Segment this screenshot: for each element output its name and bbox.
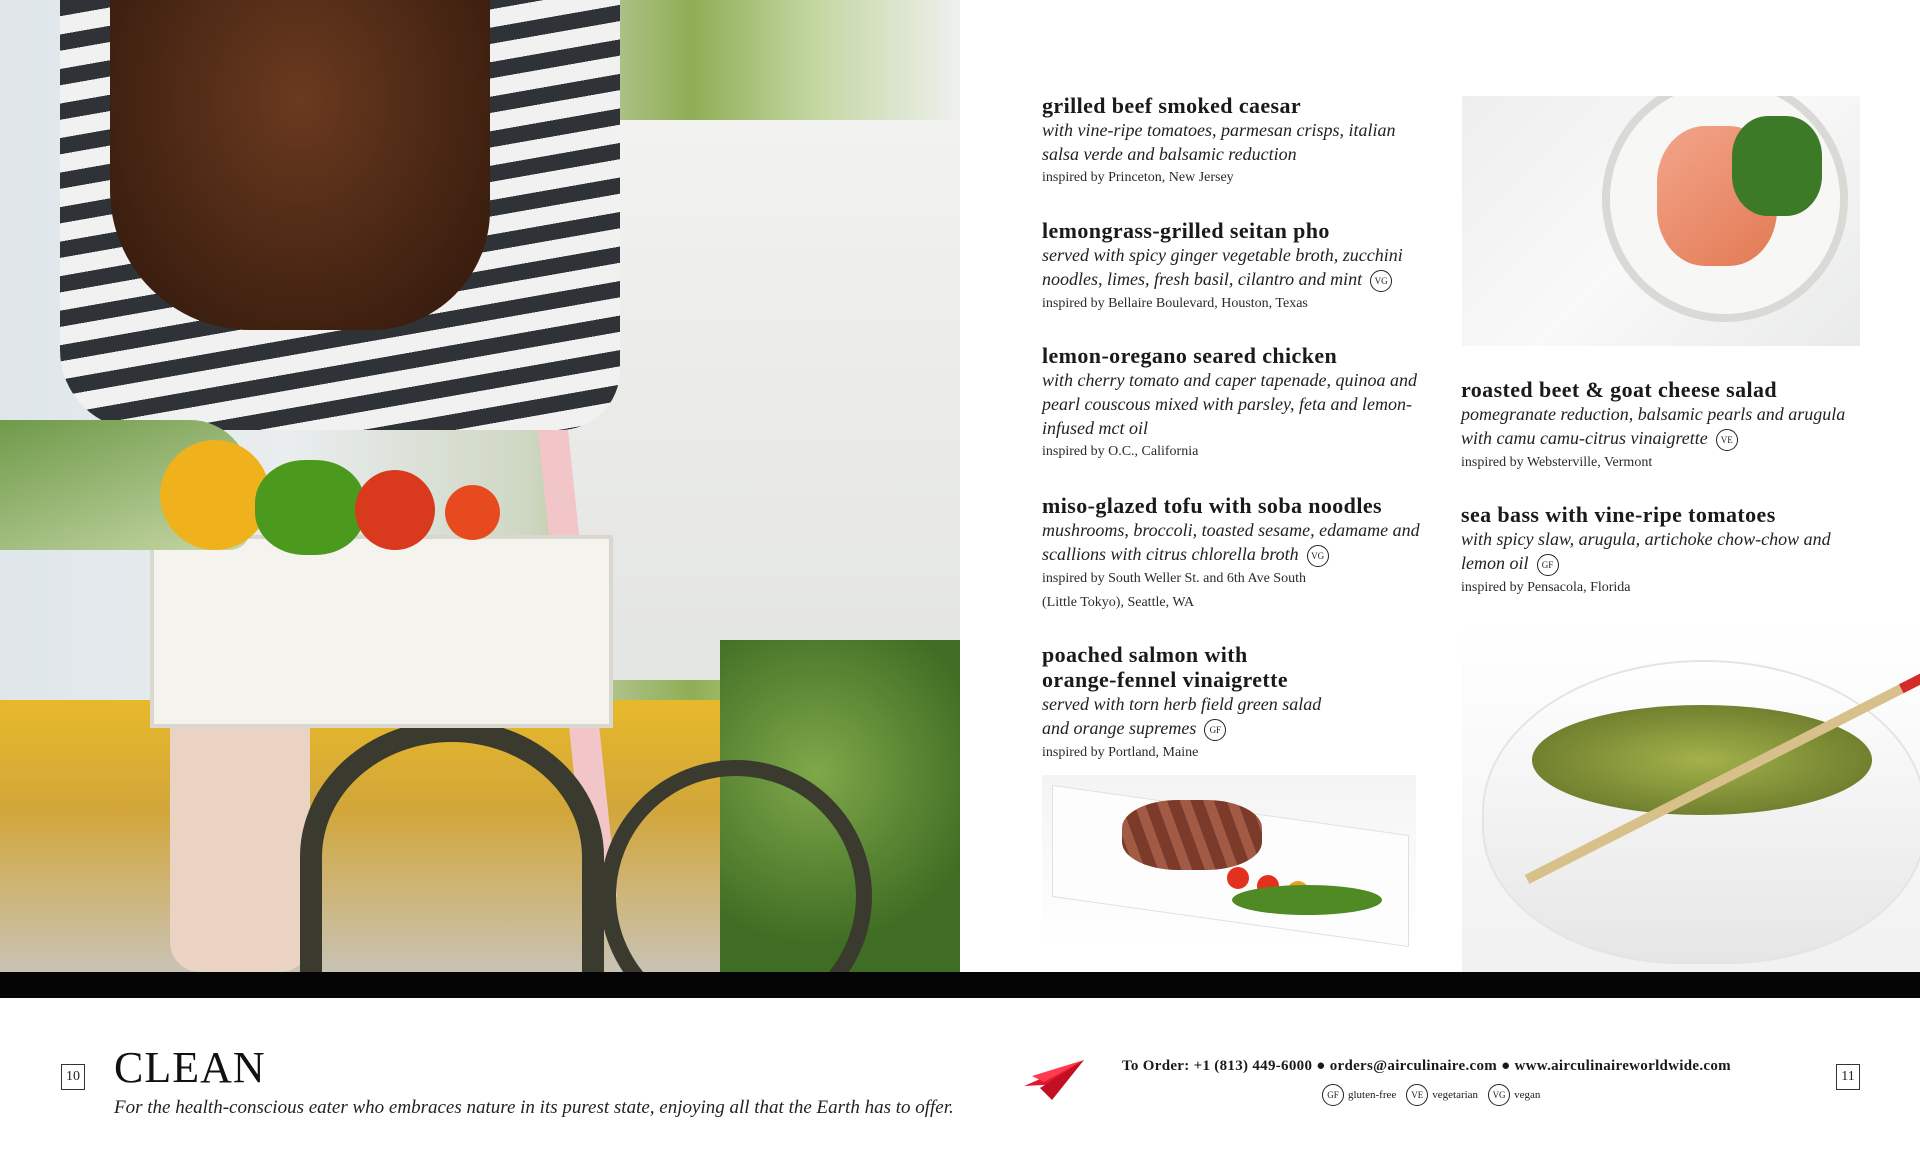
menu-item-title: lemon-oregano seared chicken [1042,343,1338,368]
menu-item-description [1042,142,1442,166]
menu-item-description [1042,692,1442,716]
menu-item-description-text: pearl couscous mixed with parsley, feta and lemon- [1042,394,1412,414]
menu-item-description [1042,243,1442,267]
menu-item-title: roasted beet & goat cheese salad [1461,377,1778,402]
diet-badge-icon: VE [1406,1084,1428,1106]
menu-item-title: lemongrass-grilled seitan pho [1042,218,1330,243]
menu-item-inspired-by: inspired by South Weller St. and 6th Ave South [1042,570,1306,586]
menu-item-description-text: pomegranate reduction, balsamic pearls and arugula [1461,404,1846,424]
menu-item [1042,642,1442,765]
section-subtitle: For the health-conscious eater who embraces nature in its purest state, enjoying all that the Earth has to offer. [114,1097,954,1118]
menu-item-title: orange-fennel vinaigrette [1042,667,1289,692]
menu-item-inspired-by: inspired by Portland, Maine [1042,744,1199,760]
page-number-right: 11 [1836,1064,1860,1090]
menu-item-description-text: and orange supremes [1042,718,1197,738]
diet-badge-icon: VE [1716,429,1738,451]
menu-item-description-text: scallions with citrus chlorella broth [1042,544,1299,564]
menu-item-description [1461,426,1861,451]
menu-item-title: grilled beef smoked caesar [1042,93,1302,118]
diet-badge-icon: GF [1537,554,1559,576]
diet-badge-icon: VG [1488,1084,1510,1106]
diet-legend-label: gluten-free [1348,1089,1397,1101]
menu-item-description [1461,527,1861,551]
diet-badge-icon: VG [1307,545,1329,567]
footer [0,998,1920,1152]
menu-item-description [1042,267,1442,292]
menu-item-inspired-by: inspired by Princeton, New Jersey [1042,170,1234,185]
menu-item [1042,343,1442,464]
menu-item-description-text: lemon oil [1461,553,1529,573]
menu-item [1042,93,1442,190]
menu-item [1042,493,1442,615]
menu-item-description [1042,416,1442,440]
menu-item-description-text: infused mct oil [1042,418,1148,438]
menu-item-inspired-by: inspired by O.C., California [1042,444,1199,459]
pho-bowl-photo [1462,620,1920,972]
menu-item-description [1042,518,1442,542]
menu-item-description-text: mushrooms, broccoli, toasted sesame, edamame and [1042,520,1420,540]
menu-item [1461,377,1861,475]
diet-badge-icon: GF [1204,719,1226,741]
menu-item-description-text: noodles, limes, fresh basil, cilantro and mint [1042,269,1363,289]
menu-item-title: poached salmon with [1042,642,1248,667]
diet-legend-label: vegan [1514,1089,1541,1101]
menu-item [1461,502,1861,600]
steak-dish-photo [1042,775,1416,947]
menu-item-description-text: salsa verde and balsamic reduction [1042,144,1297,164]
menu-item-description [1042,368,1442,392]
menu-item-inspired-by: inspired by Bellaire Boulevard, Houston, Texas [1042,295,1308,311]
menu-item-description-text: served with torn herb field green salad [1042,694,1322,714]
menu-item-description [1461,402,1861,426]
menu-item-description [1461,551,1861,576]
salmon-dish-photo [1462,96,1860,346]
diet-legend [1322,1084,1550,1106]
menu-item-description [1042,392,1442,416]
diet-badge-icon: GF [1322,1084,1344,1106]
diet-legend-label: vegetarian [1432,1089,1479,1101]
footer-divider-band [0,972,1920,998]
menu-item-title: sea bass with vine-ripe tomatoes [1461,502,1776,527]
menu-item-inspired-by: (Little Tokyo), Seattle, WA [1042,594,1195,610]
menu-item-description-text: with camu camu-citrus vinaigrette [1461,428,1708,448]
menu-item-description-text: with vine-ripe tomatoes, parmesan crisps, italian [1042,120,1396,140]
menu-item-description [1042,542,1442,567]
menu-item-description-text: served with spicy ginger vegetable broth, zucchini [1042,245,1403,265]
order-contact-line: To Order: +1 (813) 449-6000 ● orders@airculinaire.com ● www.airculinaireworldwide.com [1122,1058,1731,1074]
menu-item-description-text: with spicy slaw, arugula, artichoke chow-chow and [1461,529,1831,549]
red-paper-plane-logo-icon [1022,1058,1086,1102]
cyclist-with-vegetables-photo [0,0,960,972]
section-title: CLEAN [114,1043,266,1092]
menu-item-description-text: with cherry tomato and caper tapenade, quinoa and [1042,370,1417,390]
menu-item [1042,218,1442,316]
menu-item-inspired-by: inspired by Pensacola, Florida [1461,579,1631,595]
menu-item-inspired-by: inspired by Websterville, Vermont [1461,454,1653,470]
diet-badge-icon: VG [1370,270,1392,292]
menu-item-description [1042,118,1442,142]
menu-item-description [1042,716,1442,741]
page-number-left: 10 [61,1064,85,1090]
menu-item-title: miso-glazed tofu with soba noodles [1042,493,1382,518]
